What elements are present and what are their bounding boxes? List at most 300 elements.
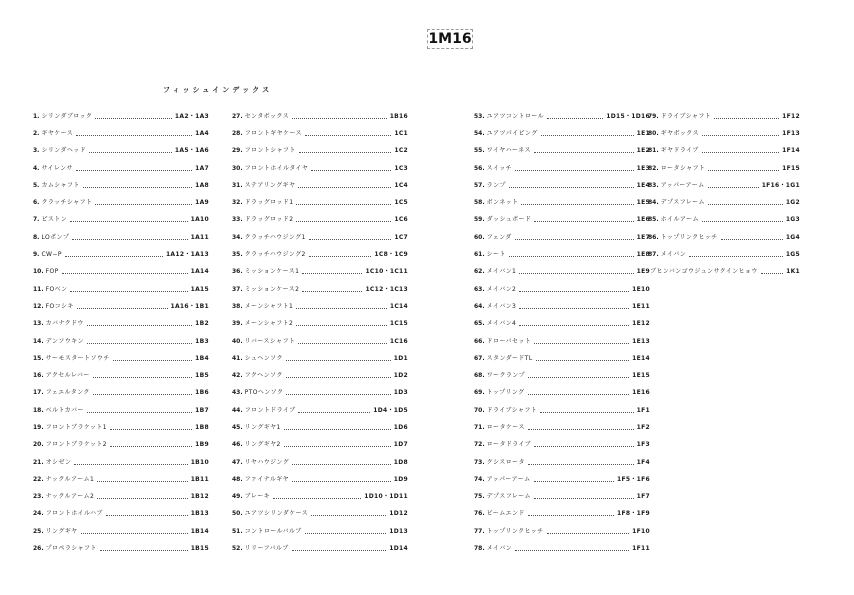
index-entry [232,419,408,436]
dot-leader [113,360,193,361]
entry-page-ref: 1F2 [636,423,650,431]
dot-leader [76,170,192,171]
entry-number: 23. [33,493,44,501]
entry-page-ref: 1E1 [636,129,650,137]
index-entry [474,212,650,229]
entry-number: 55. [474,147,485,155]
entry-number: 32. [232,199,243,207]
entry-page-ref: 1F4 [636,458,650,466]
index-entry [474,143,650,160]
entry-name: リングギヤ [45,527,78,535]
index-entry [33,333,209,350]
dot-leader [100,550,188,551]
dot-leader [299,152,392,153]
entry-number: 78. [474,545,485,553]
index-entry [232,160,408,177]
index-entry [648,177,800,194]
index-entry [33,437,209,454]
entry-name: ワークランプ [486,372,526,380]
index-entry [33,540,209,557]
entry-number: 45. [232,423,243,431]
entry-page-ref: 1E3 [636,164,650,172]
entry-page-ref: 1B15 [190,545,209,553]
index-entry [474,385,650,402]
entry-number: 57. [474,181,485,189]
index-entry [474,367,650,384]
dot-leader [519,308,629,309]
entry-number: 10. [33,268,44,276]
index-entry [474,125,650,142]
entry-number: 19. [33,423,44,431]
entry-number: 2. [33,129,40,137]
entry-name: ビームエンド [486,510,525,518]
entry-page-ref: 1C14 [389,302,408,310]
index-entry [232,316,408,333]
entry-number: 63. [474,285,485,293]
entry-number: 26. [33,545,44,553]
index-entry [474,540,650,557]
entry-page-ref: 1D13 [389,527,408,535]
entry-name: アクセルレバー [45,372,90,380]
entry-name: デンソウキン [45,337,84,345]
dot-leader [292,550,387,551]
entry-page-ref: 1C12・1C13 [365,285,408,293]
entry-number: 84. [648,199,659,207]
entry-number: 60. [474,233,485,241]
entry-number: 44. [232,406,243,414]
entry-number: 83. [648,181,659,189]
dot-leader [95,204,192,205]
index-entry [33,316,209,333]
entry-page-ref: 1E6 [636,216,650,224]
entry-number: 39. [232,320,243,328]
index-entry [474,454,650,471]
entry-page-ref: 1D7 [393,441,408,449]
dot-leader [521,204,633,205]
entry-name: シート [486,251,506,259]
entry-name: カバナクドウ [45,320,84,328]
entry-page-ref: 1E11 [632,302,650,310]
entry-name: リングギヤ2 [244,441,281,449]
index-entry [474,489,650,506]
entry-page-ref: 1E4 [636,181,650,189]
entry-name: シリンダブロック [41,112,93,120]
entry-number: 62. [474,268,485,276]
index-entry [232,454,408,471]
dot-leader [547,118,603,119]
entry-name: フロントホイルハブ [45,510,103,518]
entry-name: リリーフバルブ [244,545,289,553]
dot-leader [286,394,390,395]
index-entry [33,350,209,367]
entry-name: リングギヤ1 [244,423,281,431]
index-entry [33,177,209,194]
entry-name: FOベン [45,285,68,293]
entry-number: 53. [474,112,485,120]
entry-page-ref: 1B10 [190,458,209,466]
index-entry [474,229,650,246]
index-entry [33,402,209,419]
entry-name: メーンシャフト2 [244,320,294,328]
dot-leader [87,412,192,413]
dot-leader [519,291,629,292]
dot-leader [296,308,387,309]
entry-number: 14. [33,337,44,345]
entry-name: プロペラシャフト [45,545,97,553]
dot-leader [296,325,387,326]
entry-name: トップリング [486,389,525,397]
entry-name: ギヤケース [41,129,74,137]
entry-page-ref: 1D15・1D16 [606,112,650,120]
entry-number: 74. [474,475,485,483]
entry-name: メイバン3 [486,302,517,310]
entry-name: フロントブラケット1 [45,423,107,431]
entry-name: ピストン [41,216,68,224]
index-entry [33,212,209,229]
entry-number: 69. [474,389,485,397]
dot-leader [70,221,188,222]
entry-page-ref: 1B4 [195,354,209,362]
entry-page-ref: 1F15 [782,164,800,172]
dot-leader [110,446,192,447]
entry-name: メイバン2 [486,285,517,293]
entry-page-ref: 1B16 [389,112,408,120]
entry-page-ref: 1B9 [195,441,209,449]
entry-name: PTOヘンソク [244,389,284,397]
entry-name: オシゼン [45,458,72,466]
entry-page-ref: 1D1 [393,354,408,362]
entry-page-ref: 1B5 [195,372,209,380]
index-entry [33,506,209,523]
index-entry [474,419,650,436]
dot-leader [528,464,634,465]
entry-page-ref: 1F7 [636,493,650,501]
dot-leader [528,515,614,516]
entry-name: サーモスタートソウチ [45,354,110,362]
entry-number: 22. [33,475,44,483]
index-entry [232,385,408,402]
index-entry [232,506,408,523]
dot-leader [298,343,387,344]
entry-number: 21. [33,458,44,466]
dot-leader [89,152,172,153]
entry-name: ホイルアーム [660,216,699,224]
entry-page-ref: 1A4 [195,129,209,137]
index-entry [232,402,408,419]
entry-name: トップリンクヒッチ [660,233,718,241]
index-entry [33,385,209,402]
entry-number: 13. [33,320,44,328]
entry-name: メイバン1 [486,268,517,276]
entry-page-ref: 1B13 [190,510,209,518]
entry-number: 51. [232,527,243,535]
entry-page-ref: 1D8 [393,458,408,466]
entry-name: ロータドライブ [486,441,532,449]
dot-leader [534,446,634,447]
entry-page-ref: 1D4・1D5 [373,406,408,414]
entry-name: ブヒンバンゴウジュンサクインヒョウ [650,268,758,276]
dot-leader [534,221,633,222]
entry-page-ref: 1E9 [636,268,650,276]
index-entry [232,437,408,454]
entry-page-ref: 1E14 [632,354,650,362]
entry-number: 15. [33,354,44,362]
dot-leader [689,256,783,257]
dot-leader [77,308,168,309]
dot-leader [714,118,779,119]
entry-name: フロントブラケット2 [45,441,107,449]
index-entry [232,367,408,384]
entry-number: 4. [33,164,40,172]
entry-page-ref: 1C7 [394,233,408,241]
entry-name: ロータケース [486,423,525,431]
index-entry [474,108,650,125]
index-entry [474,316,650,333]
dot-leader [97,498,188,499]
entry-number: 75. [474,493,485,501]
entry-name: センタボックス [244,112,290,120]
entry-page-ref: 1G4 [785,233,800,241]
entry-page-ref: 1A2・1A3 [174,112,209,120]
entry-name: ファイナルギヤ [244,475,290,483]
index-entry [33,281,209,298]
entry-page-ref: 1C3 [394,164,408,172]
entry-number: 36. [232,268,243,276]
entry-name: ユアツコントロール [486,112,545,120]
dot-leader [273,498,361,499]
entry-number: 58. [474,199,485,207]
entry-page-ref: 1F12 [782,112,800,120]
dot-leader [309,256,372,257]
index-entry [232,125,408,142]
index-entry [232,523,408,540]
dot-leader [298,412,370,413]
entry-number: 37. [232,285,243,293]
entry-number: 43. [232,389,243,397]
index-entry [232,350,408,367]
entry-number: 48. [232,475,243,483]
index-entry [232,229,408,246]
entry-name: カムシャフト [41,181,80,189]
entry-name: LOポンプ [41,233,70,241]
index-entry [648,160,800,177]
entry-name: クラッチシャフト [41,199,93,207]
entry-number: 70. [474,406,485,414]
entry-page-ref: 1A16・1B1 [170,302,209,310]
entry-name: ナックルアーム1 [45,475,95,483]
index-entry [474,298,650,315]
dot-leader [87,343,192,344]
entry-number: 52. [232,545,243,553]
entry-page-ref: 1G2 [785,199,800,207]
entry-number: 40. [232,337,243,345]
index-entry [33,367,209,384]
dot-leader [72,239,187,240]
entry-number: 33. [232,216,243,224]
entry-name: ドラッグロッド2 [244,216,294,224]
entry-page-ref: 1F14 [782,147,800,155]
entry-name: トップリンクヒッチ [486,527,544,535]
entry-page-ref: 1F13 [782,129,800,137]
index-entry [33,264,209,281]
entry-page-ref: 1A10 [190,216,209,224]
entry-page-ref: 1F8・1F9 [617,510,650,518]
index-entry [232,194,408,211]
entry-number: 34. [232,233,243,241]
entry-number: 87. [648,251,659,259]
entry-number: 35. [232,251,243,259]
entry-name: ミッションケース1 [244,268,300,276]
entry-name: ユアツパイピング [486,129,538,137]
entry-number: 24. [33,510,44,518]
entry-name: CW−P [41,251,62,259]
entry-page-ref: 1F11 [632,545,650,553]
index-entry [33,298,209,315]
dot-leader [286,377,391,378]
dot-leader [534,343,629,344]
entry-page-ref: 1B11 [190,475,209,483]
entry-name: ダッシュボード [486,216,532,224]
dot-leader [515,239,634,240]
entry-name: ワイヤハーネス [486,147,531,155]
entry-name: スイッチ [486,164,513,172]
entry-name: ロータシャフト [660,164,706,172]
entry-page-ref: 1B7 [195,406,209,414]
entry-number: 28. [232,129,243,137]
entry-name: デプスフレーム [660,199,705,207]
entry-number: 79. [648,112,659,120]
entry-name: FOコシキ [45,302,74,310]
index-entry [232,471,408,488]
entry-page-ref: 1B3 [195,337,209,345]
entry-page-ref: 1B12 [190,493,209,501]
index-entry [33,471,209,488]
dot-leader [97,481,188,482]
index-entry [232,264,408,281]
entry-page-ref: 1F10 [632,527,650,535]
entry-number: 81. [648,147,659,155]
dot-leader [534,481,614,482]
dot-leader [721,239,783,240]
entry-number: 11. [33,285,44,293]
index-entry [648,194,800,211]
entry-page-ref: 1A8 [195,181,209,189]
dot-leader [76,135,192,136]
dot-leader [284,429,391,430]
dot-leader [702,221,783,222]
entry-name: シリンダヘッド [41,147,87,155]
entry-number: 65. [474,320,485,328]
index-entry [474,264,650,281]
entry-page-ref: 1A11 [190,233,209,241]
entry-page-ref: 1D6 [393,423,408,431]
entry-name: サイレンサ [41,164,73,172]
entry-name: ベルトカバー [45,406,84,414]
dot-leader [302,291,362,292]
dot-leader [534,498,634,499]
index-entry [232,281,408,298]
entry-page-ref: 1C4 [394,181,408,189]
index-entry [33,229,209,246]
dot-leader [509,187,634,188]
entry-name: ミッションケース2 [244,285,300,293]
dot-leader [761,273,783,274]
entry-page-ref: 1D9 [393,475,408,483]
index-entry [474,281,650,298]
entry-page-ref: 1C8・1C9 [374,251,408,259]
entry-number: 6. [33,199,40,207]
entry-number: 85. [648,216,659,224]
entry-name: アッパーアーム [660,181,705,189]
entry-number: 46. [232,441,243,449]
entry-name: ユアツシリンダケース [244,510,309,518]
entry-number: 30. [232,164,243,172]
entry-page-ref: 1A7 [195,164,209,172]
entry-number: 49. [232,493,243,501]
index-column-4 [648,108,800,281]
entry-number: 72. [474,441,485,449]
entry-page-ref: 1E10 [632,285,650,293]
entry-page-ref: 1A15 [190,285,209,293]
entry-name: フロントギヤケース [244,129,302,137]
entry-number: 67. [474,354,485,362]
dot-leader [106,515,188,516]
entry-page-ref: 1F16・1G1 [761,181,800,189]
entry-number: 3. [33,147,40,155]
entry-name: ドローバセット [486,337,532,345]
index-entry [33,523,209,540]
index-column-2 [232,108,408,558]
entry-name: メイバン [660,251,687,259]
entry-number: 66. [474,337,485,345]
entry-number: 64. [474,302,485,310]
dot-leader [65,256,163,257]
dot-leader [292,118,387,119]
dot-leader [74,464,187,465]
entry-page-ref: 1E16 [632,389,650,397]
index-entry [33,454,209,471]
entry-page-ref: 1D10・1D11 [364,493,408,501]
entry-number: 54. [474,129,485,137]
entry-page-ref: 1A12・1A13 [165,251,209,259]
dot-leader [70,291,187,292]
entry-name: メイバン4 [486,320,517,328]
entry-page-ref: 1E5 [636,199,650,207]
entry-name: ドライブシャフト [486,406,538,414]
entry-number: 5. [33,181,40,189]
entry-name: フェエルタンク [45,389,90,397]
entry-page-ref: 1C16 [389,337,408,345]
entry-name: リヤハウジング [244,458,290,466]
entry-page-ref: 1E2 [636,147,650,155]
entry-page-ref: 1E15 [632,372,650,380]
entry-number: 38. [232,302,243,310]
entry-name: シュヘンソク [244,354,283,362]
index-entry [232,540,408,557]
entry-page-ref: 1B2 [195,320,209,328]
dot-leader [87,325,192,326]
dot-leader [515,170,634,171]
dot-leader [528,394,630,395]
entry-name: コントロールバルブ [244,527,302,535]
entry-number: 25. [33,527,44,535]
index-entry [232,246,408,263]
index-entry [474,523,650,540]
index-entry [33,160,209,177]
dot-leader [296,204,391,205]
index-entry [474,506,650,523]
entry-number: 59. [474,216,485,224]
